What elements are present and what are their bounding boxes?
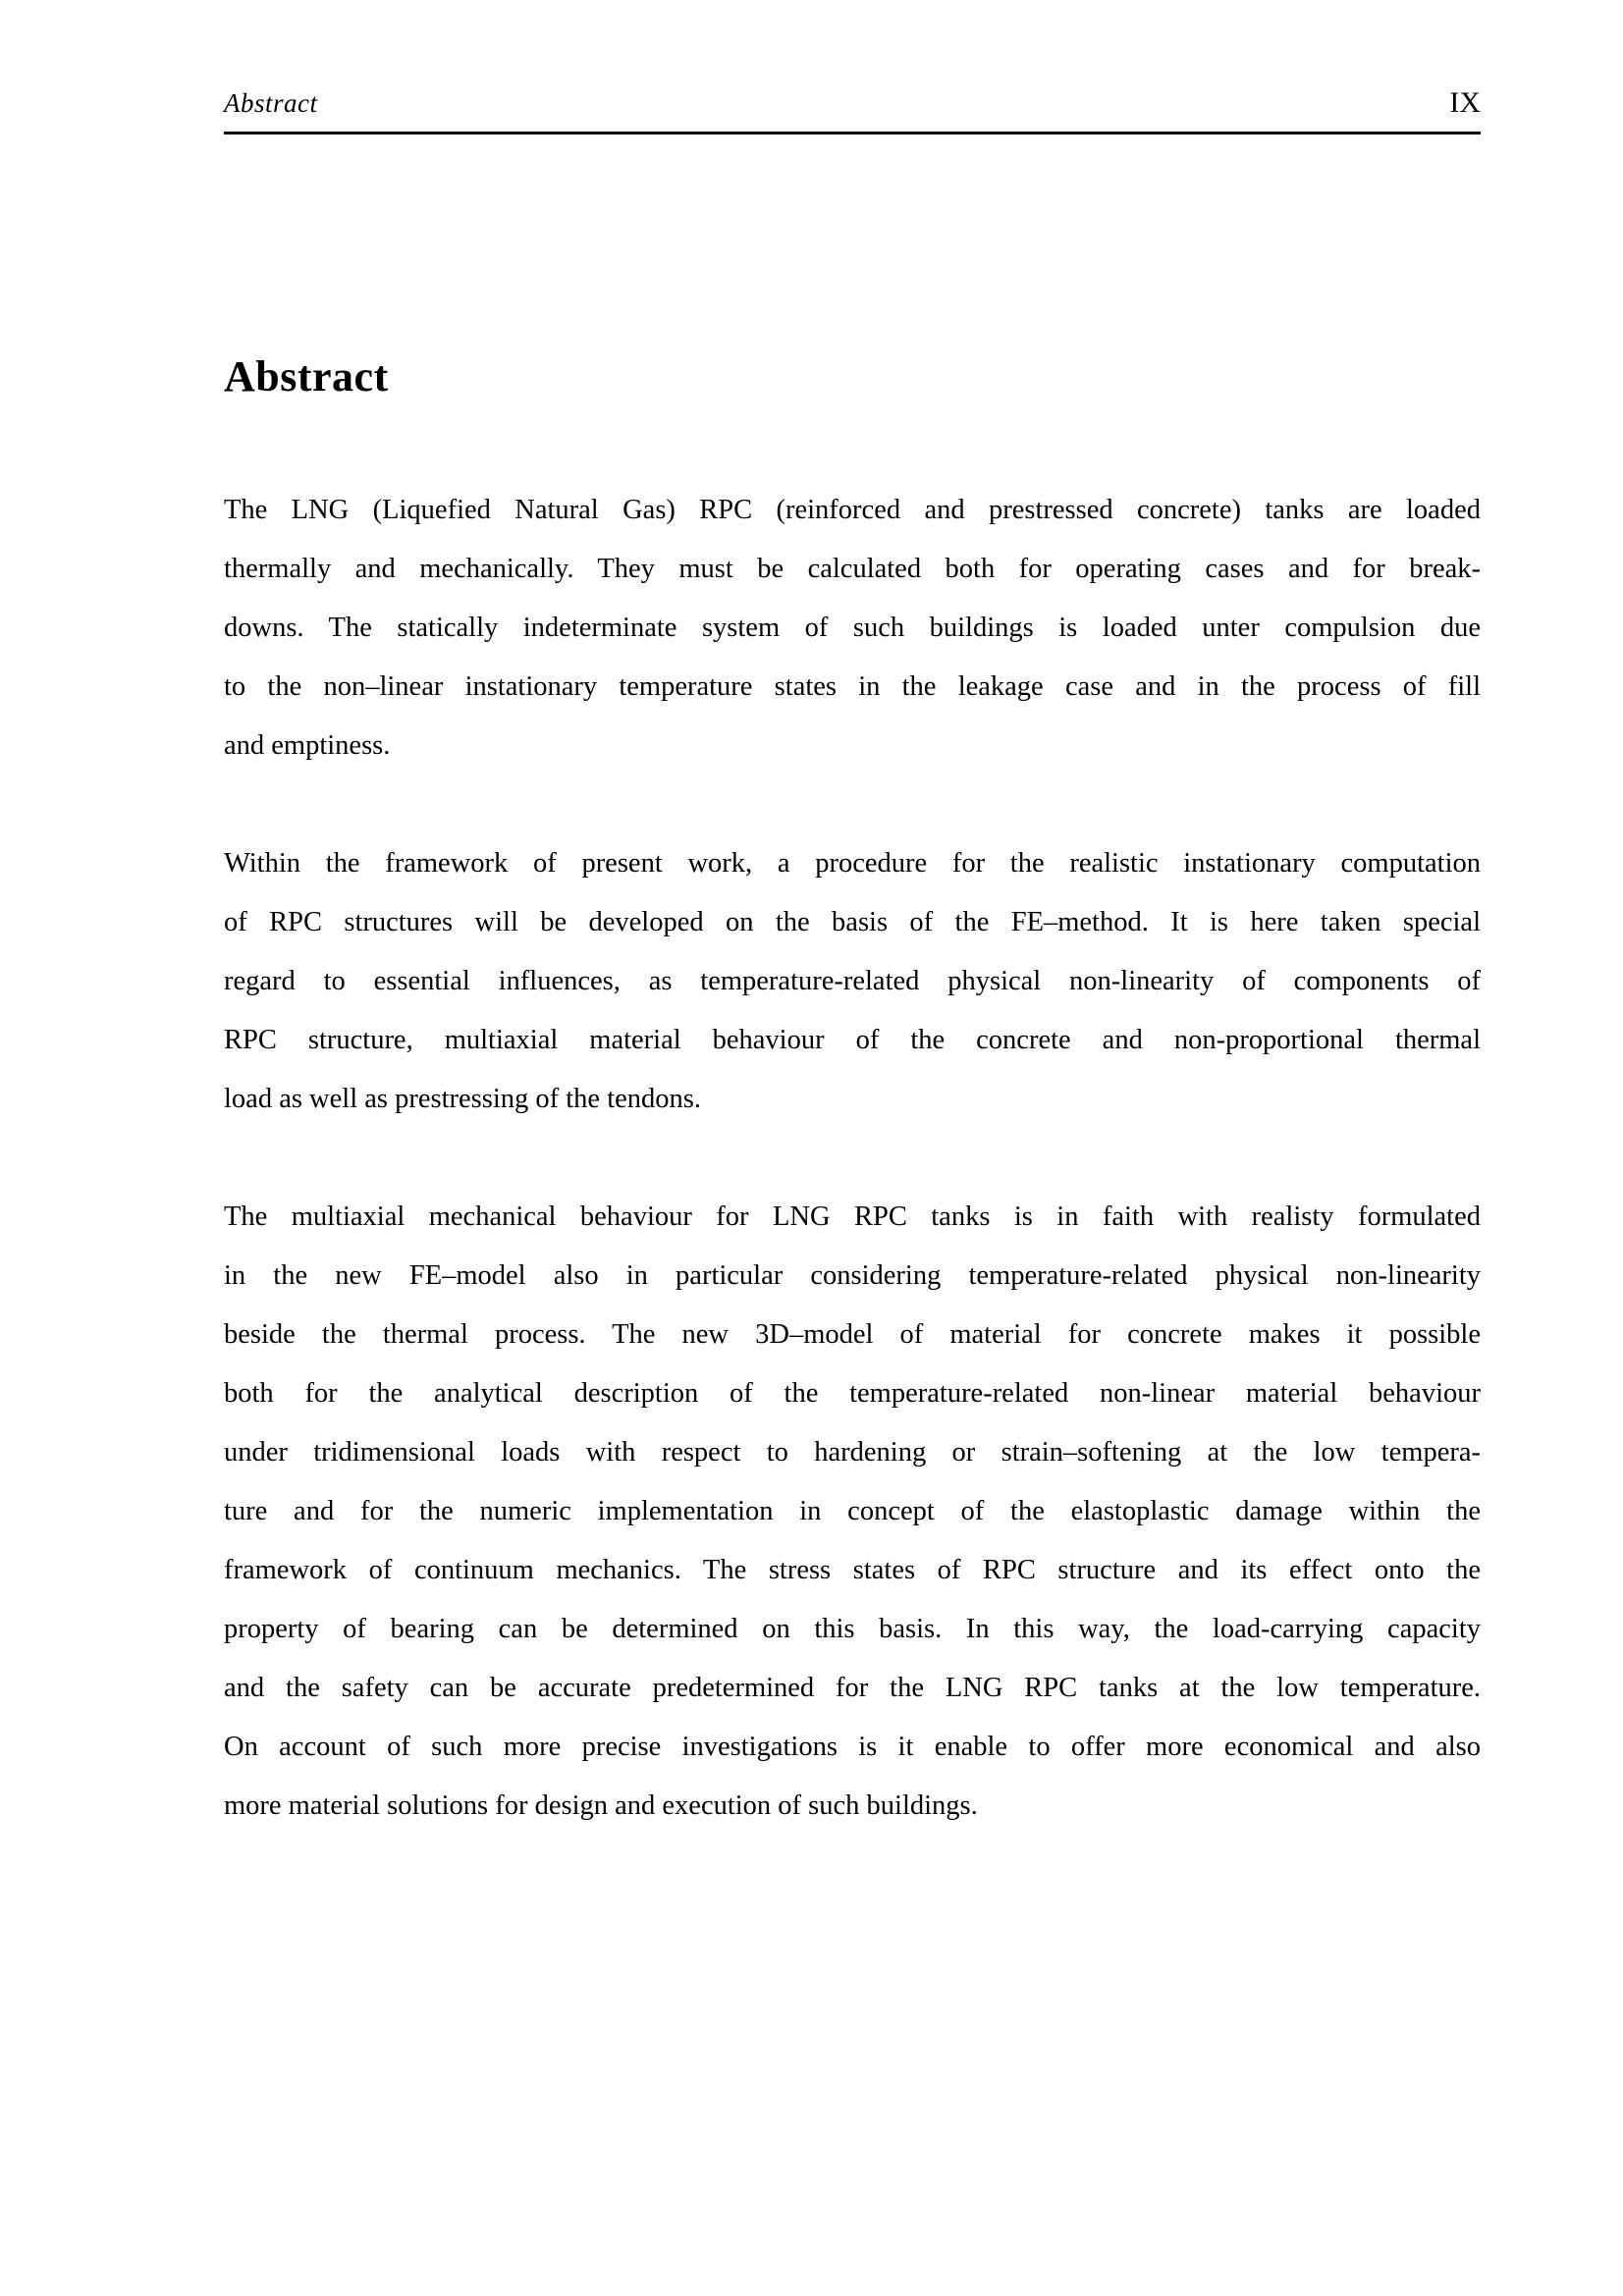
paragraph-line: and the safety can be accurate predetermined for the LNG RPC tanks at the low temperature.: [224, 1673, 1481, 1703]
paragraph: [224, 834, 1481, 1129]
paragraph-line: The multiaxial mechanical behaviour for LNG RPC tanks is in faith with realisty formulated: [224, 1201, 1481, 1232]
page-title: Abstract: [224, 352, 389, 400]
paragraph-line: The LNG (Liquefied Natural Gas) RPC (reinforced and prestressed concrete) tanks are loaded: [224, 495, 1481, 525]
paragraph-line: to the non–linear instationary temperature states in the leakage case and in the process of fill: [224, 671, 1481, 702]
paragraph-line: framework of continuum mechanics. The stress states of RPC structure and its effect onto the: [224, 1555, 1481, 1585]
paragraph-line: under tridimensional loads with respect to hardening or strain–softening at the low tempera-: [224, 1437, 1481, 1468]
abstract-body: [224, 481, 1481, 1895]
paragraph-line: of RPC structures will be developed on the basis of the FE–method. It is here taken special: [224, 907, 1481, 937]
paragraph-line: load as well as prestressing of the tendons.: [224, 1084, 701, 1114]
page-number: IX: [1449, 86, 1481, 119]
paragraph-line: regard to essential influences, as temperature-related physical non-linearity of components of: [224, 966, 1481, 996]
paragraph-line: beside the thermal process. The new 3D–model of material for concrete makes it possible: [224, 1319, 1481, 1350]
paragraph: [224, 481, 1481, 775]
running-header-section-label: Abstract: [224, 88, 318, 118]
paragraph-line: On account of such more precise investigations is it enable to offer more economical and also: [224, 1732, 1481, 1762]
paragraph-line: thermally and mechanically. They must be calculated both for operating cases and for break-: [224, 554, 1481, 584]
paragraph-line: in the new FE–model also in particular considering temperature-related physical non-linearity: [224, 1260, 1481, 1291]
paragraph: [224, 1188, 1481, 1836]
paragraph-line: property of bearing can be determined on this basis. In this way, the load-carrying capacity: [224, 1614, 1481, 1644]
paragraph-line: RPC structure, multiaxial material behaviour of the concrete and non-proportional thermal: [224, 1025, 1481, 1055]
paragraph-line: Within the framework of present work, a procedure for the realistic instationary computation: [224, 848, 1481, 879]
paragraph-line: ture and for the numeric implementation in concept of the elastoplastic damage within the: [224, 1496, 1481, 1526]
running-header: [224, 86, 1481, 134]
paragraph-line: downs. The statically indeterminate system of such buildings is loaded unter compulsion due: [224, 613, 1481, 643]
paragraph-line: and emptiness.: [224, 730, 391, 761]
paragraph-line: both for the analytical description of the temperature-related non-linear material behaviour: [224, 1378, 1481, 1409]
paragraph-line: more material solutions for design and execution of such buildings.: [224, 1790, 978, 1821]
